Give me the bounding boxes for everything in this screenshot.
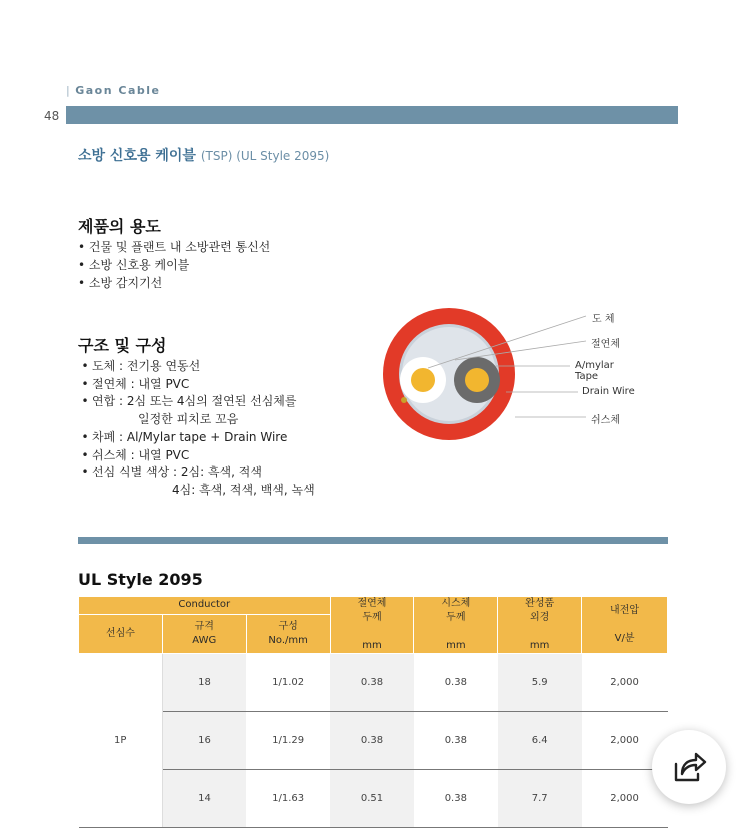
cell-ins: 0.38: [330, 712, 414, 770]
cell-volt: 2,000: [582, 712, 668, 770]
structure-item: • 차폐 : Al/Mylar tape + Drain Wire: [81, 429, 288, 444]
cell-pair: 1P: [79, 654, 163, 828]
structure-item: • 쉬스체 : 내열 PVC: [81, 447, 190, 462]
header-od: 완성품 외경 mm: [498, 597, 582, 654]
top-rule: [66, 106, 678, 124]
usage-item: • 건물 및 플랜트 내 소방관련 통신선: [78, 238, 270, 256]
label-tape: A/mylar Tape: [575, 360, 614, 382]
table-row: [79, 770, 668, 828]
structure-item: • 연합 : 2심 또는 4심의 절연된 선심체를 일정한 피치로 꼬음: [81, 394, 297, 427]
structure-heading: 구조 및 구성: [78, 336, 167, 355]
header-cores: 선심수: [79, 614, 163, 653]
table-row: [79, 712, 668, 770]
header-voltage: 내전압 V/분: [582, 597, 668, 654]
cell-comp: 1/1.29: [246, 712, 330, 770]
title-sub: (TSP) (UL Style 2095): [200, 149, 330, 163]
structure-item: • 선심 식별 색상 : 2심: 흑색, 적색 4심: 흑색, 적색, 백색, 녹색: [81, 465, 315, 497]
header-insulation: 절연체 두께 mm: [330, 597, 414, 654]
usage-item: • 소방 신호용 케이블: [78, 256, 270, 274]
usage-list: [78, 238, 270, 292]
header-composition: 구성 No./mm: [246, 614, 330, 653]
spec-table: [78, 597, 668, 828]
cell-ins: 0.51: [330, 770, 414, 828]
cell-od: 5.9: [498, 654, 582, 712]
label-insulation: 절연체: [591, 339, 620, 350]
cell-sheath: 0.38: [414, 770, 498, 828]
page-title: [78, 145, 329, 165]
label-sheath: 쉬스체: [591, 415, 620, 426]
label-drain-wire: Drain Wire: [582, 386, 635, 397]
structure-item: • 절연체 : 내열 PVC: [81, 376, 190, 391]
table-title: UL Style 2095: [78, 570, 203, 589]
cell-awg: 14: [162, 770, 246, 828]
usage-heading: 제품의 용도: [78, 217, 161, 236]
header-conductor: Conductor: [79, 597, 331, 614]
drain-wire: [401, 397, 407, 403]
cell-awg: 16: [162, 712, 246, 770]
table-row: [79, 654, 668, 712]
cell-ins: 0.38: [330, 654, 414, 712]
header-sheath: 시스체 두께 mm: [414, 597, 498, 654]
cell-od: 6.4: [498, 712, 582, 770]
cell-awg: 18: [162, 654, 246, 712]
page-number: 48: [44, 109, 60, 123]
header-size: 규격 AWG: [162, 614, 246, 653]
title-main: 소방 신호용 케이블: [78, 148, 196, 164]
usage-item: • 소방 감지기선: [78, 274, 270, 292]
cell-comp: 1/1.63: [246, 770, 330, 828]
cell-volt: 2,000: [582, 770, 668, 828]
share-icon: [670, 748, 708, 786]
structure-item: • 도체 : 전기용 연동선: [81, 359, 201, 373]
share-button[interactable]: [652, 730, 726, 804]
conductor-core: [411, 368, 435, 392]
label-conductor: 도 체: [592, 314, 615, 325]
cell-sheath: 0.38: [414, 712, 498, 770]
brand-header: | Gaon Cable: [66, 84, 161, 97]
cable-cross-section: [380, 308, 640, 438]
conductor-core: [465, 368, 489, 392]
cell-volt: 2,000: [582, 654, 668, 712]
cell-od: 7.7: [498, 770, 582, 828]
structure-list: [78, 358, 315, 500]
cell-comp: 1/1.02: [246, 654, 330, 712]
cell-sheath: 0.38: [414, 654, 498, 712]
brand-name: Gaon Cable: [75, 84, 161, 97]
section-rule: [78, 537, 668, 544]
